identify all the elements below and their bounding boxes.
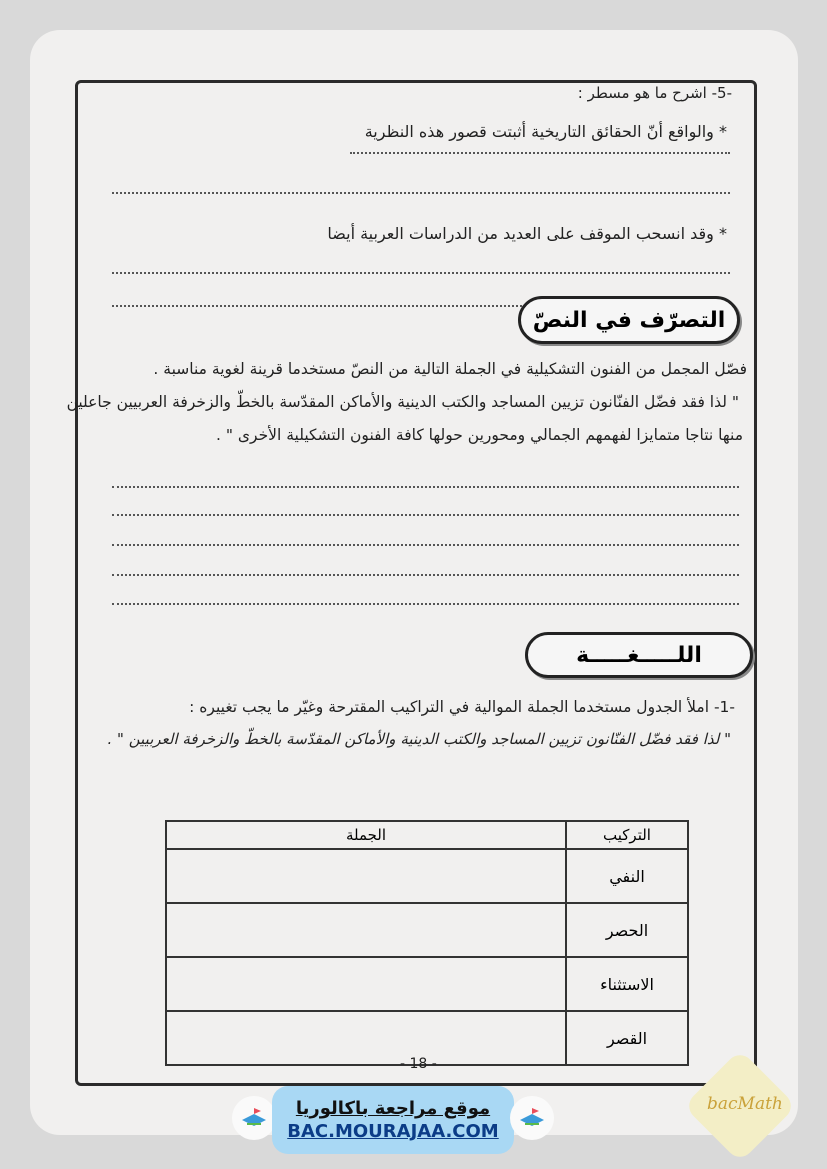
question-5-item-1: * والواقع أنّ الحقائق التاريخية أثبتت قصور هذه النظرية (364, 122, 727, 141)
instruction-text: فصّل المجمل من الفنون التشكيلية في الجملة التالية من النصّ مستخدما قرينة لغوية مناسبة . (153, 360, 747, 378)
site-url-link[interactable]: BAC.MOURAJAA.COM (287, 1121, 499, 1142)
row-label-exception: الاستثناء (566, 957, 688, 1011)
answer-line (112, 574, 739, 576)
answer-line (112, 544, 739, 546)
answer-line (112, 603, 739, 605)
question-5-heading: -5- اشرح ما هو مسطر : (577, 84, 732, 102)
row-label-restriction: الحصر (566, 903, 688, 957)
question-1-quote: " لذا فقد فضّل الفنّانون تزيين المساجد والكتب الدينية والأماكن المقدّسة بالخطّ والزخرفة العربيين " . (107, 730, 731, 748)
bacmath-watermark: bacMath (707, 1094, 783, 1114)
table-header-structure: التركيب (566, 821, 688, 849)
question-1-text: -1- املأ الجدول مستخدما الجملة الموالية في التراكيب المقترحة وغيّر ما يجب تغييره : (189, 698, 735, 716)
quote-line-2: منها نتاجا متمايزا لفهمهم الجمالي ومحورين حولها كافة الفنون التشكيلية الأخرى " . (215, 426, 743, 444)
answer-cell[interactable] (166, 903, 566, 957)
quote-line-1: " لذا فقد فضّل الفنّانون تزيين المساجد والكتب الدينية والأماكن المقدّسة بالخطّ والزخرفة العربيين جاعلين (66, 393, 739, 411)
site-badge[interactable] (272, 1086, 514, 1154)
row-label-limitation: القصر (566, 1011, 688, 1065)
site-logo-icon (510, 1096, 554, 1140)
section-title-label: التصرّف في النصّ (532, 307, 726, 333)
answer-line (112, 514, 739, 516)
question-5-item-2: * وقد انسحب الموقف على العديد من الدراسات العربية أيضا (327, 224, 727, 243)
table-header-sentence: الجملة (166, 821, 566, 849)
section-title-language (525, 632, 753, 678)
structures-table (165, 820, 689, 1066)
table-row (166, 849, 688, 903)
row-label-negation: النفي (566, 849, 688, 903)
answer-cell[interactable] (166, 957, 566, 1011)
page-number: - 18 - (400, 1056, 437, 1072)
table-row (166, 903, 688, 957)
section-title-label: اللـــــغـــــة (576, 642, 702, 668)
site-logo-icon (232, 1096, 276, 1140)
site-name-arabic[interactable]: موقع مراجعة باكالوريا (295, 1098, 491, 1119)
answer-cell[interactable] (166, 849, 566, 903)
answer-line (112, 192, 730, 194)
answer-line (350, 152, 730, 154)
table-row (166, 957, 688, 1011)
section-title-text-manipulation (518, 296, 740, 344)
answer-cell[interactable] (166, 1011, 566, 1065)
answer-line (112, 272, 730, 274)
answer-line (112, 486, 739, 488)
